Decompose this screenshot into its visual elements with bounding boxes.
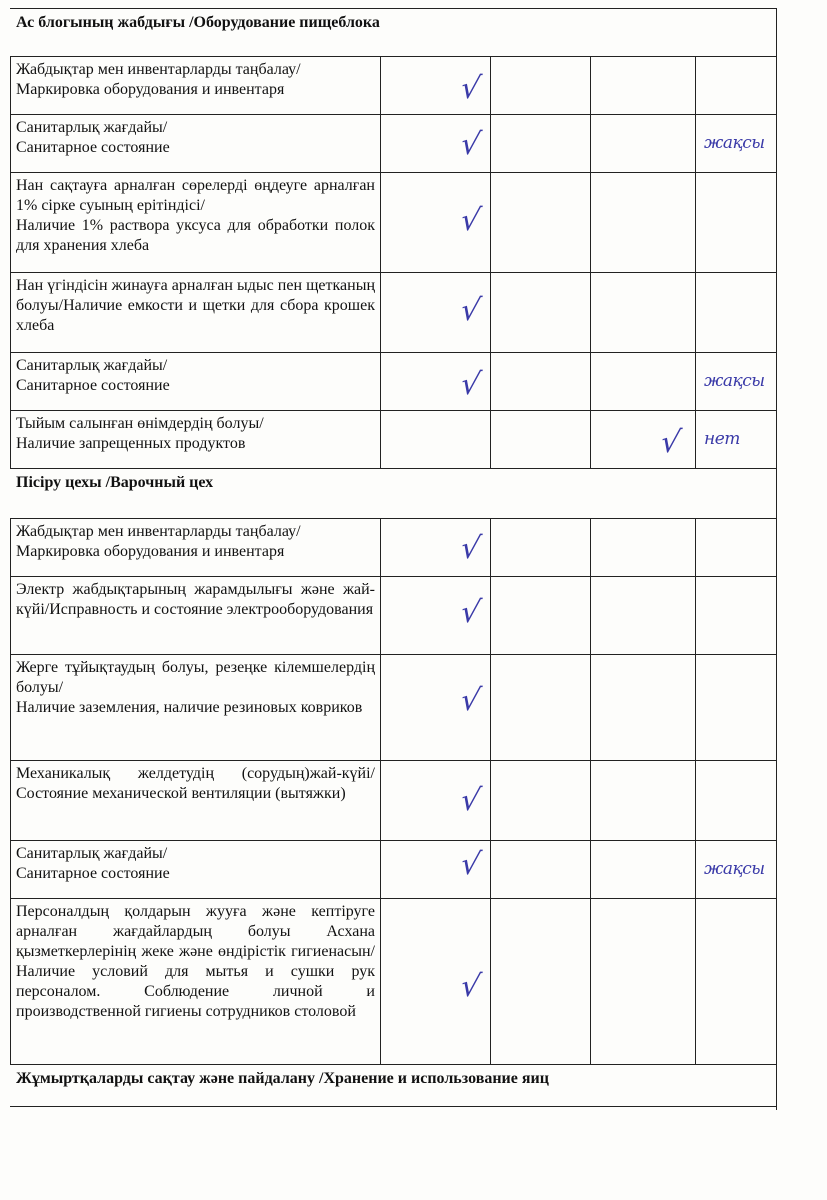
- handwritten-check-mark: √: [457, 847, 484, 882]
- note-cell: [696, 841, 777, 899]
- section-header-row: [11, 9, 777, 57]
- mark-cell-col-2: [491, 353, 591, 411]
- mark-cell-col-3: [591, 519, 696, 577]
- handwritten-note: жақсы: [704, 371, 765, 391]
- handwritten-check-mark: √: [457, 71, 484, 106]
- criterion-text: Нан үгіндісін жинауға арналған ыдыс пен щетканың болуы/Наличие емкости и щетки для сбора крошек хлеба: [11, 273, 381, 353]
- table-row: [11, 841, 777, 899]
- mark-cell-col-2: [491, 411, 591, 469]
- handwritten-check-mark: √: [457, 203, 484, 238]
- criterion-text: Персоналдың қолдарын жууға және кептіруге арналған жағдайлардың болуы Асхана қызметкерлерінің жеке және өндірістік гигиенасын/ Наличие условий для мытья и сушки рук персоналом. Соблюдение личной и производственной гигиены сотрудников столовой: [11, 899, 381, 1065]
- mark-cell-col-3: [591, 173, 696, 273]
- mark-cell-col-2: [491, 57, 591, 115]
- table-row: [11, 899, 777, 1065]
- section-title: Жұмыртқаларды сақтау және пайдалану /Хранение и использование яиц: [11, 1065, 777, 1107]
- criterion-text: Нан сақтауға арналған сөрелерді өңдеуге арналған 1% сірке суының ерітіндісі/ Наличие 1% раствора уксуса для обработки полок для хранения хлеба: [11, 173, 381, 273]
- mark-cell-col-1: [381, 353, 491, 411]
- note-cell: [696, 519, 777, 577]
- handwritten-check-mark: √: [457, 783, 484, 818]
- table-row: [11, 411, 777, 469]
- note-cell: [696, 761, 777, 841]
- table-row: [11, 353, 777, 411]
- section-title: Ас блогының жабдығы /Оборудование пищеблока: [11, 9, 777, 57]
- criterion-text: Тыйым салынған өнімдердің болуы/ Наличие запрещенных продуктов: [11, 411, 381, 469]
- mark-cell-col-1: [381, 173, 491, 273]
- note-cell: [696, 899, 777, 1065]
- inspection-checklist-table: [10, 8, 777, 1107]
- table-row: [11, 655, 777, 761]
- mark-cell-col-2: [491, 273, 591, 353]
- criterion-text: Электр жабдықтарының жарамдылығы және жай-күйі/Исправность и состояние электрооборудования: [11, 577, 381, 655]
- note-cell: [696, 57, 777, 115]
- mark-cell-col-1: [381, 273, 491, 353]
- handwritten-note: жақсы: [704, 859, 765, 879]
- mark-cell-col-1: [381, 761, 491, 841]
- note-cell: [696, 577, 777, 655]
- note-cell: [696, 173, 777, 273]
- mark-cell-col-2: [491, 115, 591, 173]
- table-row: [11, 173, 777, 273]
- mark-cell-col-1: [381, 577, 491, 655]
- handwritten-note: нет: [704, 429, 740, 449]
- mark-cell-col-3: [591, 655, 696, 761]
- mark-cell-col-2: [491, 655, 591, 761]
- mark-cell-col-2: [491, 841, 591, 899]
- mark-cell-col-1: [381, 899, 491, 1065]
- mark-cell-col-3: [591, 577, 696, 655]
- table-row: [11, 519, 777, 577]
- handwritten-check-mark: √: [457, 969, 484, 1004]
- mark-cell-col-3: [591, 761, 696, 841]
- mark-cell-col-2: [491, 761, 591, 841]
- handwritten-check-mark: √: [457, 293, 484, 328]
- criterion-text: Жабдықтар мен инвентарларды таңбалау/ Маркировка оборудования и инвентаря: [11, 519, 381, 577]
- mark-cell-col-3: [591, 115, 696, 173]
- mark-cell-col-1: [381, 841, 491, 899]
- mark-cell-col-3: [591, 411, 696, 469]
- mark-cell-col-1: [381, 115, 491, 173]
- handwritten-check-mark: √: [457, 531, 484, 566]
- mark-cell-col-1: [381, 57, 491, 115]
- mark-cell-col-2: [491, 519, 591, 577]
- handwritten-check-mark: √: [657, 425, 684, 460]
- criterion-text: Санитарлық жағдайы/ Санитарное состояние: [11, 115, 381, 173]
- mark-cell-col-3: [591, 273, 696, 353]
- note-cell: [696, 411, 777, 469]
- criterion-text: Механикалық желдетудің (сорудың)жай-күйі/Состояние механической вентиляции (вытяжки): [11, 761, 381, 841]
- section-title: Пісіру цехы /Варочный цех: [11, 469, 777, 519]
- section-header-row: [11, 1065, 777, 1107]
- mark-cell-col-1: [381, 519, 491, 577]
- handwritten-check-mark: √: [457, 595, 484, 630]
- handwritten-check-mark: √: [457, 683, 484, 718]
- table-row: [11, 577, 777, 655]
- criterion-text: Жабдықтар мен инвентарларды таңбалау/ Маркировка оборудования и инвентаря: [11, 57, 381, 115]
- mark-cell-col-2: [491, 577, 591, 655]
- table-row: [11, 115, 777, 173]
- table-row: [11, 761, 777, 841]
- note-cell: [696, 273, 777, 353]
- handwritten-check-mark: √: [457, 127, 484, 162]
- criterion-text: Санитарлық жағдайы/ Санитарное состояние: [11, 841, 381, 899]
- note-cell: [696, 655, 777, 761]
- mark-cell-col-1: [381, 411, 491, 469]
- mark-cell-col-3: [591, 57, 696, 115]
- criterion-text: Жерге тұйықтаудың болуы, резеңке кілемшелердің болуы/ Наличие заземления, наличие резиновых ковриков: [11, 655, 381, 761]
- note-cell: [696, 353, 777, 411]
- note-cell: [696, 115, 777, 173]
- mark-cell-col-1: [381, 655, 491, 761]
- section-header-row: [11, 469, 777, 519]
- mark-cell-col-3: [591, 899, 696, 1065]
- mark-cell-col-2: [491, 899, 591, 1065]
- mark-cell-col-3: [591, 353, 696, 411]
- handwritten-check-mark: √: [457, 367, 484, 402]
- mark-cell-col-2: [491, 173, 591, 273]
- criterion-text: Санитарлық жағдайы/ Санитарное состояние: [11, 353, 381, 411]
- mark-cell-col-3: [591, 841, 696, 899]
- handwritten-note: жақсы: [704, 133, 765, 153]
- table-row: [11, 57, 777, 115]
- table-row: [11, 273, 777, 353]
